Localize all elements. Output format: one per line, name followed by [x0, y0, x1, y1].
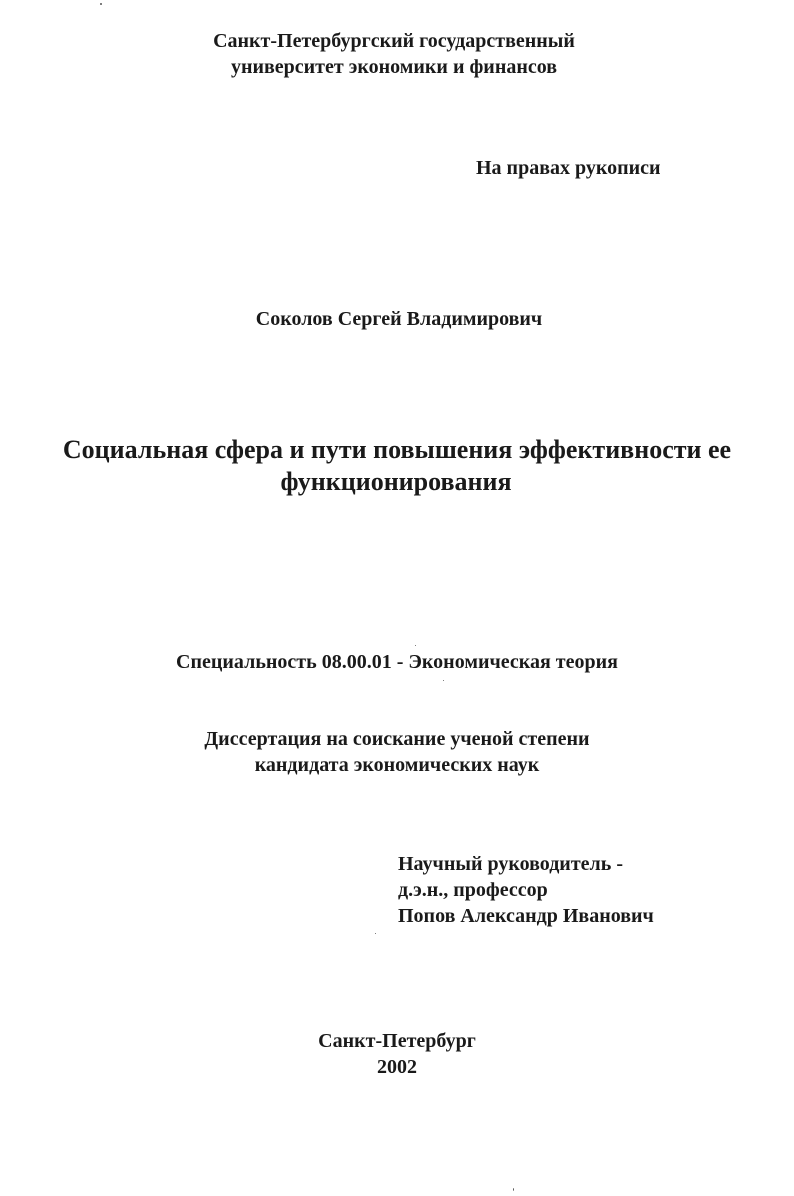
- specialty-line: Специальность 08.00.01 - Экономическая теория: [176, 651, 618, 673]
- year: 2002: [377, 1056, 417, 1078]
- degree-statement-line-2: кандидата экономических наук: [254, 754, 540, 776]
- supervisor-credentials: д.э.н., профессор: [398, 879, 548, 901]
- dissertation-title-line-1: Социальная сфера и пути повышения эффективности ее: [62, 435, 732, 464]
- university-name-line-2: университет экономики и финансов: [230, 56, 558, 78]
- scan-speck: [375, 933, 376, 934]
- manuscript-note: На правах рукописи: [476, 157, 661, 179]
- university-name-line-1: Санкт-Петербургский государственный: [213, 30, 575, 52]
- scan-speck: [415, 645, 416, 646]
- dissertation-title-line-2: функционирования: [280, 467, 512, 496]
- scan-speck: [513, 1188, 514, 1191]
- scan-speck: [100, 3, 102, 5]
- supervisor-name: Попов Александр Иванович: [398, 905, 654, 927]
- author-name: Соколов Сергей Владимирович: [255, 308, 543, 330]
- supervisor-role: Научный руководитель -: [398, 853, 623, 875]
- city: Санкт-Петербург: [318, 1030, 476, 1052]
- scan-speck: [443, 680, 444, 681]
- degree-statement-line-1: Диссертация на соискание ученой степени: [204, 728, 590, 750]
